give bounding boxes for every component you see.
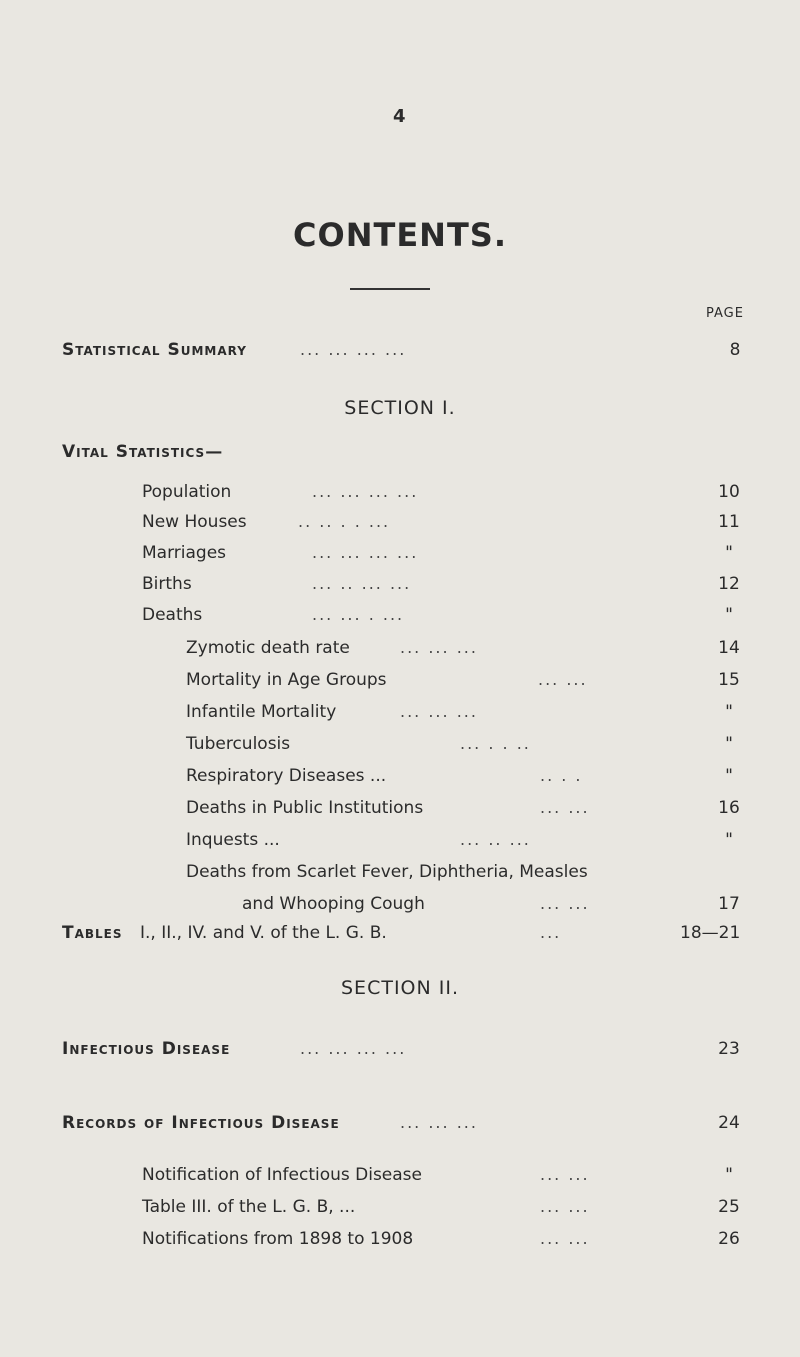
page-column-heading: PAGE: [706, 306, 744, 321]
toc-entry-deaths: Deaths: [142, 605, 203, 625]
page-ref: ": [725, 734, 733, 754]
title-divider: [350, 288, 430, 290]
tables-label: Tables: [62, 923, 123, 943]
page-ref: 17: [718, 894, 740, 914]
toc-entry-new-houses: New Houses: [142, 512, 247, 532]
page-number: 4: [393, 106, 406, 127]
leader-dots: ... ... . ...: [312, 605, 405, 624]
leader-dots: ... ...: [540, 1229, 590, 1248]
toc-entry-respiratory-diseases: Respiratory Diseases ...: [186, 766, 387, 786]
toc-entry-scarlet-fever: Deaths from Scarlet Fever, Diphtheria, Measles: [186, 862, 588, 882]
toc-entry-zymotic-death-rate: Zymotic death rate: [186, 638, 350, 658]
leader-dots: ... ... ...: [400, 638, 478, 657]
toc-entry-tuberculosis: Tuberculosis: [186, 734, 291, 754]
section-2-heading: SECTION II.: [341, 977, 459, 999]
toc-entry-notifications-1898-1908: Notifications from 1898 to 1908: [142, 1229, 414, 1249]
page-ref: 10: [718, 482, 740, 502]
vital-statistics-label: Vital Statistics—: [62, 442, 224, 462]
leader-dots: .. . .: [540, 766, 583, 785]
toc-entry-table-iii: Table III. of the L. G. B, ...: [142, 1197, 356, 1217]
page-title: CONTENTS.: [293, 216, 507, 254]
toc-entry-births: Births: [142, 574, 192, 594]
page-ref: 25: [718, 1197, 740, 1217]
page-ref: ": [725, 1165, 733, 1185]
leader-dots: .. .. . . ...: [298, 512, 391, 531]
toc-entry-marriages: Marriages: [142, 543, 227, 563]
leader-dots: ... ...: [540, 1165, 590, 1184]
section-1-heading: SECTION I.: [344, 397, 456, 419]
page-ref: 24: [718, 1113, 740, 1133]
toc-entry-scarlet-fever-cont: and Whooping Cough: [242, 894, 425, 914]
toc-entry-deaths-public-institutions: Deaths in Public Institutions: [186, 798, 424, 818]
leader-dots: ... ... ... ...: [312, 482, 419, 501]
infectious-disease-label: Infectious Disease: [62, 1039, 231, 1059]
page-ref: 15: [718, 670, 740, 690]
page-ref: 8: [729, 340, 741, 360]
page-ref: 16: [718, 798, 740, 818]
page-ref: ": [725, 543, 733, 563]
tables-entry: I., II., IV. and V. of the L. G. B.: [140, 923, 387, 943]
page-ref: 12: [718, 574, 740, 594]
page-ref: 18—21: [680, 923, 741, 943]
records-infectious-disease-label: Records of Infectious Disease: [62, 1113, 340, 1133]
leader-dots: ... ... ... ...: [300, 340, 407, 359]
leader-dots: ... ... ... ...: [300, 1039, 407, 1058]
leader-dots: ... ...: [538, 670, 588, 689]
leader-dots: ... ... ... ...: [312, 543, 419, 562]
page-ref: 23: [718, 1039, 740, 1059]
leader-dots: ... ... ...: [400, 1113, 478, 1132]
toc-entry-infantile-mortality: Infantile Mortality: [186, 702, 337, 722]
leader-dots: ... .. ... ...: [312, 574, 412, 593]
page-ref: ": [725, 766, 733, 786]
leader-dots: ... .. ...: [460, 830, 531, 849]
toc-entry-mortality-age-groups: Mortality in Age Groups: [186, 670, 387, 690]
statistical-summary-label: Statistical Summary: [62, 340, 247, 360]
page-ref: 11: [718, 512, 740, 532]
toc-entry-inquests: Inquests ...: [186, 830, 280, 850]
page-ref: 14: [718, 638, 740, 658]
page-ref: ": [725, 830, 733, 850]
leader-dots: ... . . ..: [460, 734, 531, 753]
leader-dots: ...: [540, 923, 562, 942]
leader-dots: ... ... ...: [400, 702, 478, 721]
page-ref: ": [725, 605, 733, 625]
leader-dots: ... ...: [540, 1197, 590, 1216]
page-ref: ": [725, 702, 733, 722]
leader-dots: ... ...: [540, 798, 590, 817]
toc-entry-population: Population: [142, 482, 232, 502]
toc-entry-notification-infectious: Notification of Infectious Disease: [142, 1165, 423, 1185]
leader-dots: ... ...: [540, 894, 590, 913]
page-ref: 26: [718, 1229, 740, 1249]
